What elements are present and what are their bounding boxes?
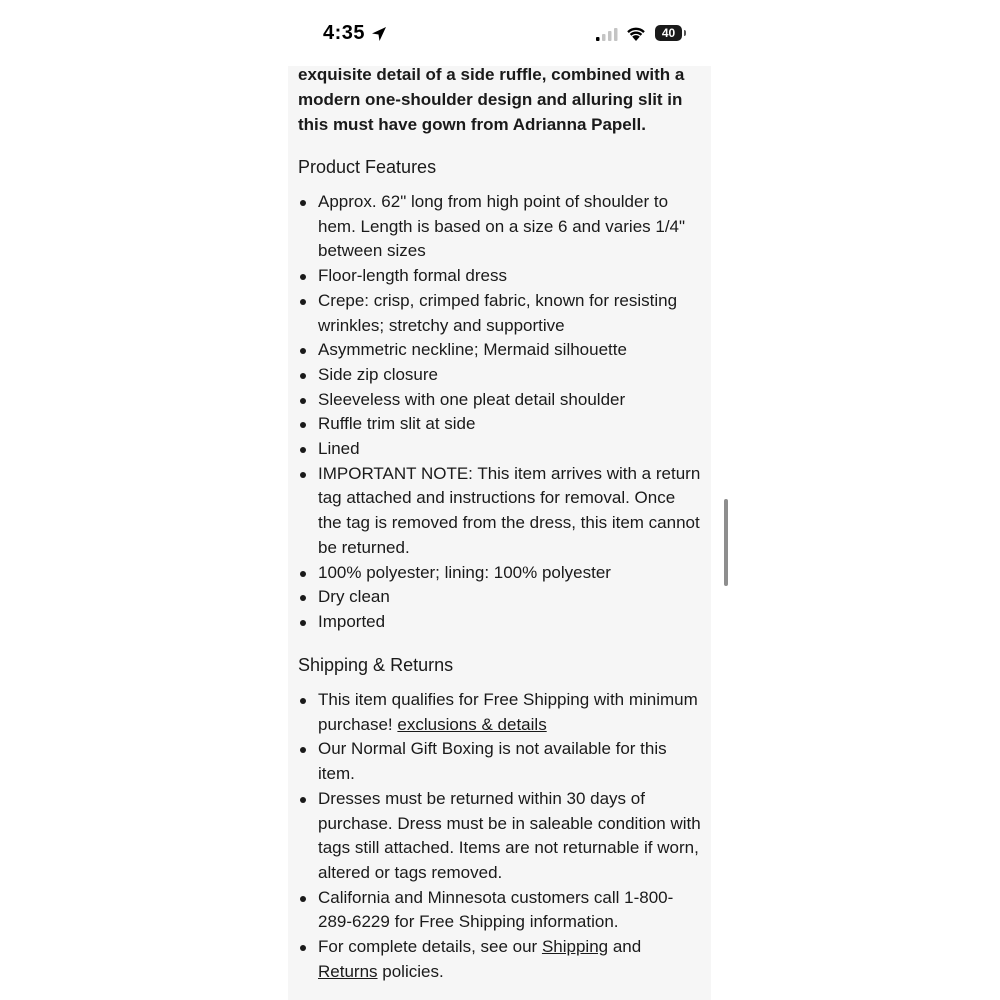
list-item: IMPORTANT NOTE: This item arrives with a return tag attached and instructions for removal. Once the tag is removed from the dress, this item cannot be returned. bbox=[298, 462, 703, 561]
product-details bbox=[288, 66, 711, 1000]
scrollbar[interactable] bbox=[724, 499, 728, 586]
battery-tip bbox=[684, 30, 686, 36]
shipping-returns-list bbox=[298, 688, 703, 984]
cellular-signal-icon bbox=[596, 28, 618, 41]
exclusions-details-link[interactable]: exclusions & details bbox=[397, 714, 547, 734]
list-item: Dresses must be returned within 30 days of purchase. Dress must be in saleable condition with tags still attached. Items are not returnable if worn, altered or tags removed. bbox=[298, 787, 703, 886]
product-features-heading: Product Features bbox=[298, 157, 437, 177]
shipping-link[interactable]: Shipping bbox=[541, 937, 609, 957]
list-item bbox=[298, 935, 703, 984]
list-item: 100% polyester; lining: 100% polyester bbox=[298, 561, 703, 586]
product-features-list bbox=[298, 190, 703, 635]
list-item: Side zip closure bbox=[298, 363, 703, 388]
product-description: exquisite detail of a side ruffle, combined with a modern one-shoulder design and alluring slit in this must have gown from Adrianna Papell. bbox=[298, 65, 685, 134]
and-text: and bbox=[608, 937, 642, 957]
policies-suffix: policies. bbox=[377, 961, 444, 981]
list-item: Sleeveless with one pleat detail shoulder bbox=[298, 388, 703, 413]
battery-icon: 40 bbox=[655, 25, 682, 41]
list-item: Dry clean bbox=[298, 585, 703, 610]
status-bar bbox=[288, 0, 711, 66]
list-item: Crepe: crisp, crimped fabric, known for resisting wrinkles; stretchy and supportive bbox=[298, 289, 703, 338]
free-shipping-text: This item qualifies for Free Shipping with minimum purchase! bbox=[318, 690, 698, 734]
list-item bbox=[298, 688, 703, 737]
list-item: Lined bbox=[298, 437, 703, 462]
list-item: Ruffle trim slit at side bbox=[298, 412, 703, 437]
status-time: 4:35 bbox=[323, 22, 366, 44]
returns-link[interactable]: Returns bbox=[318, 961, 378, 981]
list-item: Approx. 62" long from high point of shoulder to hem. Length is based on a size 6 and varies 1/4" between sizes bbox=[298, 190, 703, 264]
details-prefix: For complete details, see our bbox=[318, 937, 542, 957]
location-arrow-icon bbox=[371, 26, 387, 42]
list-item: Floor-length formal dress bbox=[298, 264, 703, 289]
list-item: Asymmetric neckline; Mermaid silhouette bbox=[298, 338, 703, 363]
list-item: California and Minnesota customers call 1-800-289-6229 for Free Shipping information. bbox=[298, 886, 703, 935]
phone-screen bbox=[288, 0, 711, 1000]
list-item: Imported bbox=[298, 610, 703, 635]
shipping-returns-heading: Shipping & Returns bbox=[298, 655, 454, 675]
wifi-icon bbox=[625, 25, 647, 42]
list-item: Our Normal Gift Boxing is not available for this item. bbox=[298, 737, 703, 786]
